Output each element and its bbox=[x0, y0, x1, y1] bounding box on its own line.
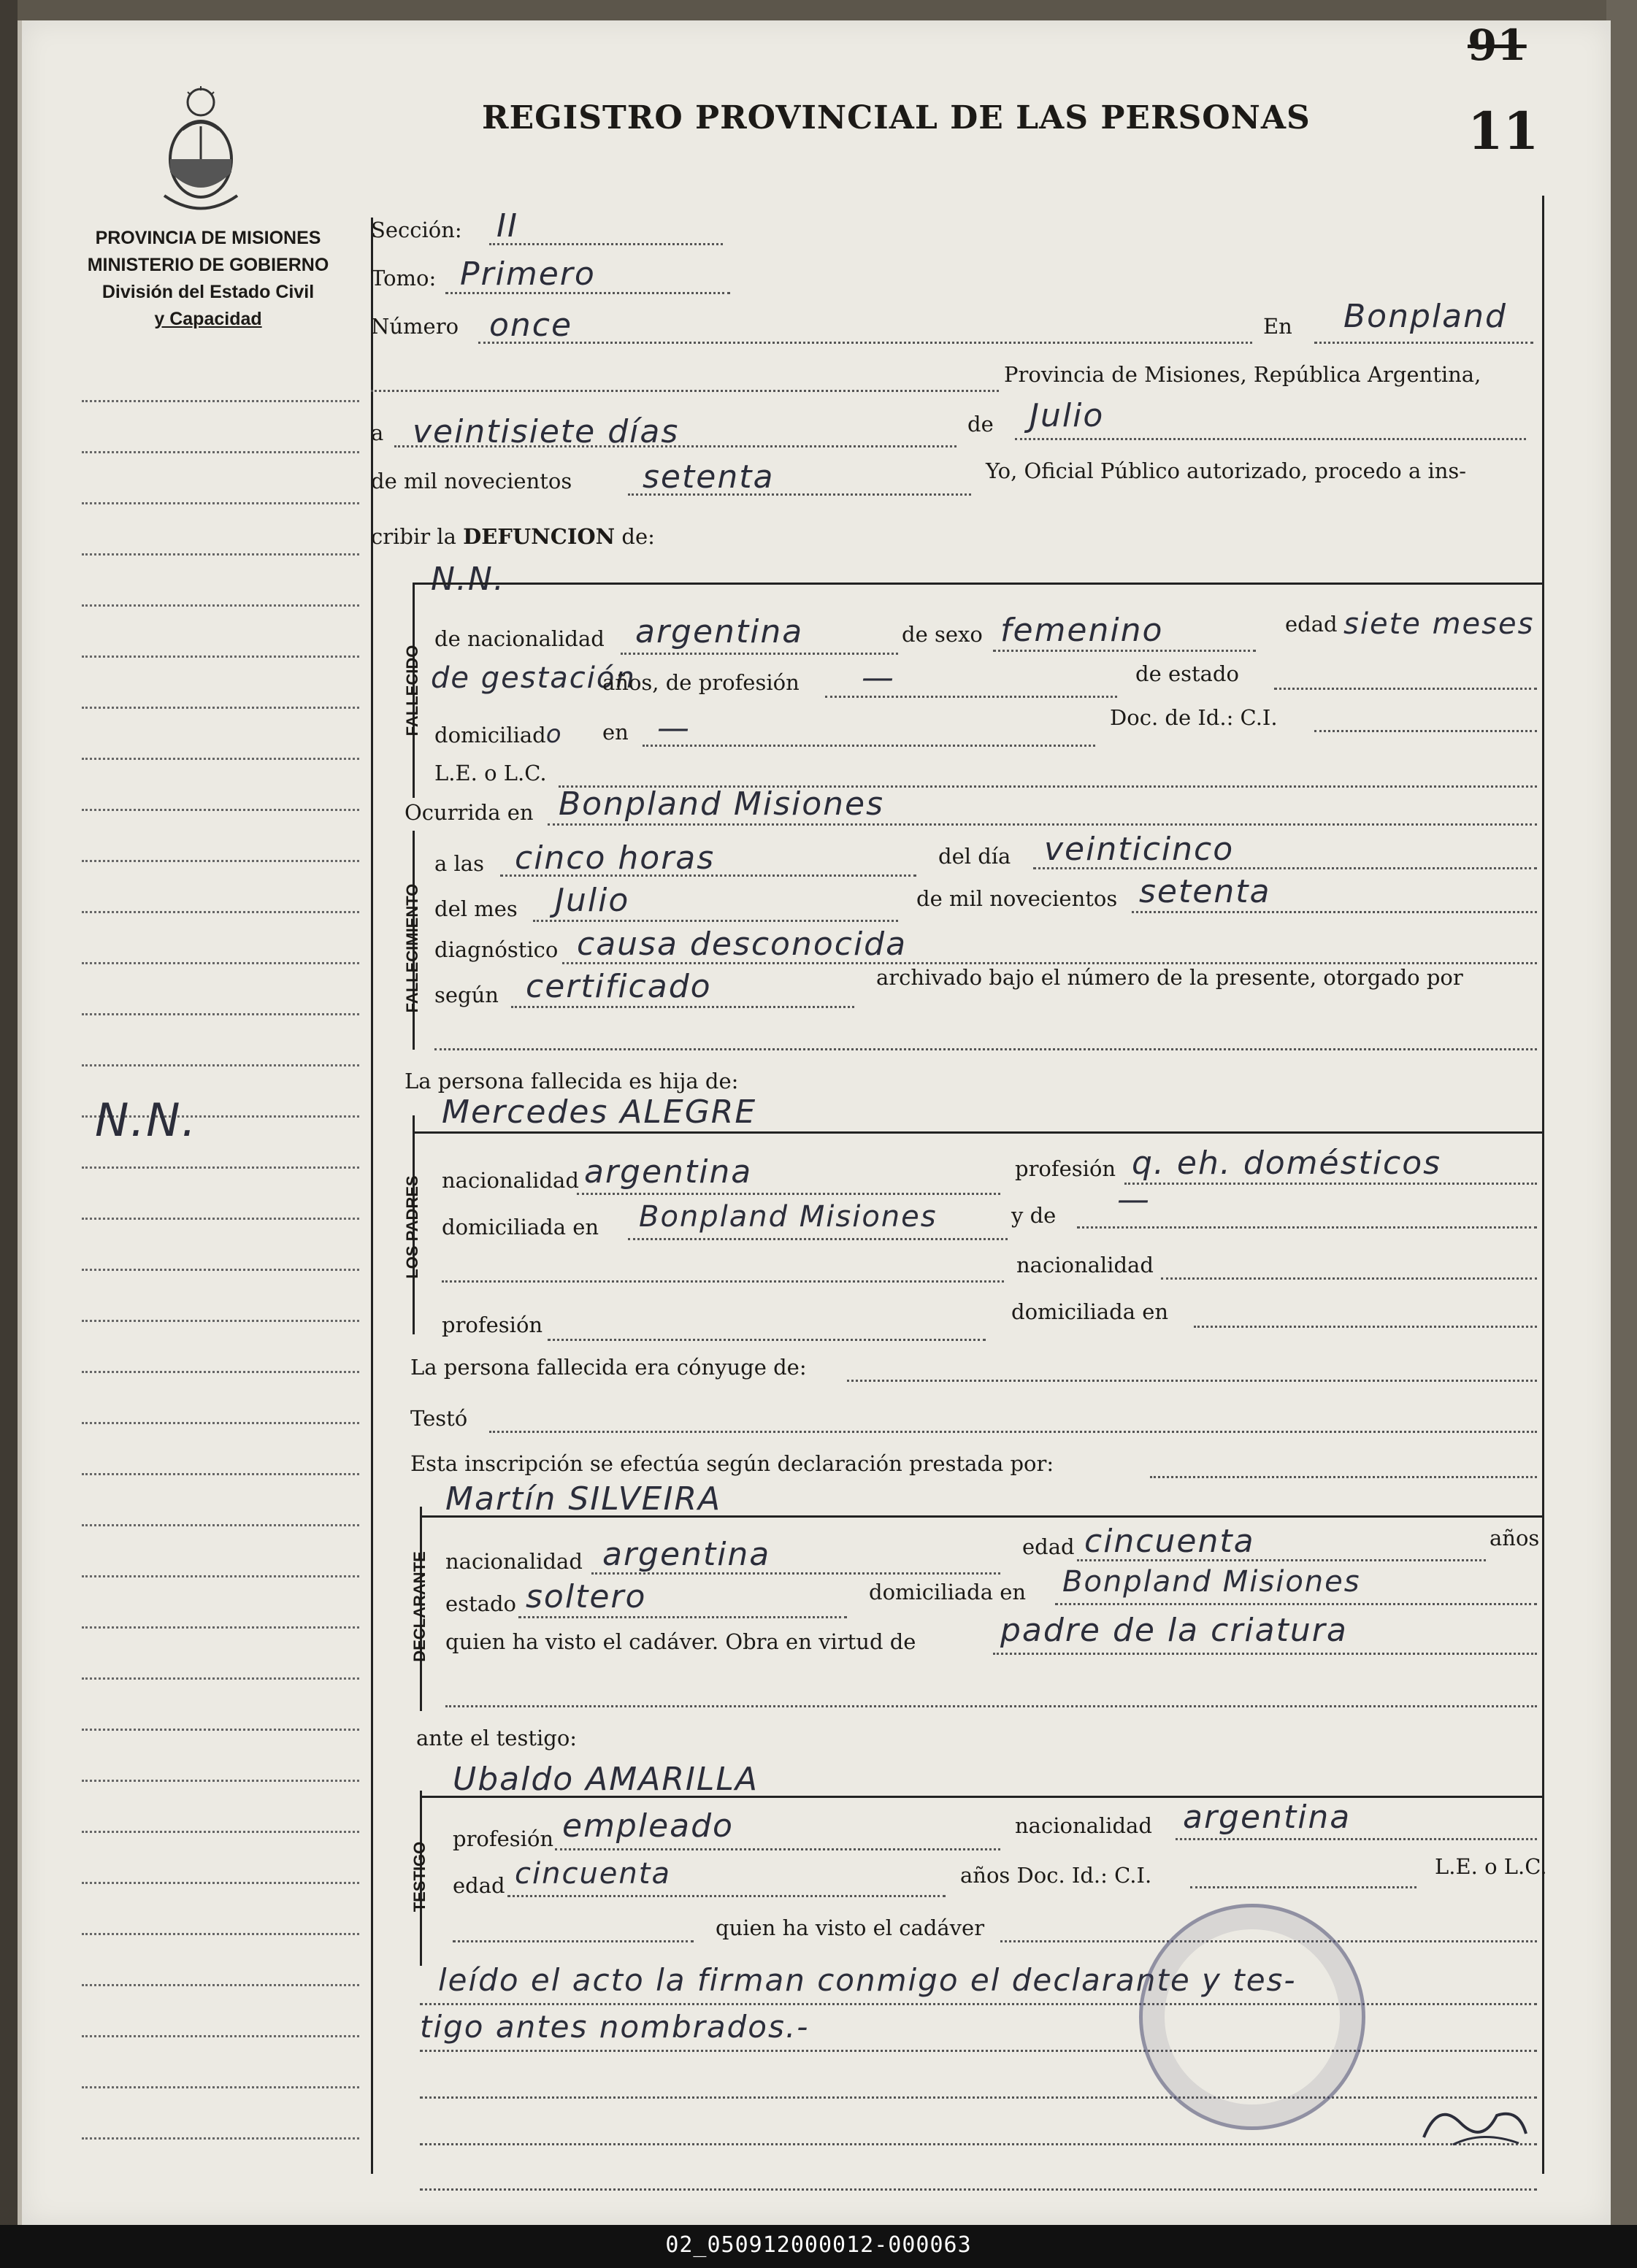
testigo-profesion-label: profesión bbox=[453, 1826, 554, 1851]
page-number-crossed: 91 bbox=[1468, 20, 1527, 70]
oficial-text: Yo, Oficial Público autorizado, procedo a ins- bbox=[986, 458, 1467, 483]
conyuge-label: La persona fallecida era cónyuge de: bbox=[410, 1355, 807, 1380]
padres-domiciliada2-label: domiciliada en bbox=[1011, 1299, 1169, 1324]
fallecido-sexo-label: de sexo bbox=[902, 622, 983, 647]
testigo-anos-doc-label: años Doc. Id.: C.I. bbox=[960, 1863, 1152, 1888]
ministry-name: MINISTERIO DE GOBIERNO bbox=[87, 255, 329, 275]
domiciliado-prefix: domiciliad bbox=[434, 723, 546, 747]
y-de-label: y de bbox=[1011, 1203, 1057, 1228]
horas-value: cinco horas bbox=[515, 839, 716, 877]
issuer-block bbox=[66, 225, 350, 333]
de-colon: de: bbox=[621, 524, 655, 549]
dia-value: veinticinco bbox=[1044, 831, 1235, 868]
testigo-nacionalidad-value: argentina bbox=[1183, 1799, 1352, 1836]
padres-domiciliada-label: domiciliada en bbox=[442, 1215, 599, 1239]
testigo-quien-text: quien ha visto el cadáver bbox=[716, 1915, 985, 1940]
testigo-side-label: TESTIGO bbox=[410, 1841, 429, 1913]
padre-name: — bbox=[1117, 1181, 1151, 1218]
padres-nacionalidad-label: nacionalidad bbox=[442, 1168, 579, 1193]
declarante-edad-label: edad bbox=[1022, 1534, 1075, 1559]
madre-name: Mercedes ALEGRE bbox=[442, 1093, 757, 1131]
declaracion-text: Esta inscripción se efectúa según declaración prestada por: bbox=[410, 1451, 1054, 1476]
declarante-quien-text: quien ha visto el cadáver. Obra en virtud de bbox=[445, 1629, 916, 1654]
domiciliado-suffix: o bbox=[545, 720, 563, 749]
padres-nacionalidad2-label: nacionalidad bbox=[1016, 1253, 1154, 1277]
tomo-label: Tomo: bbox=[371, 266, 437, 291]
declarante-nacionalidad-label: nacionalidad bbox=[445, 1549, 583, 1574]
declarante-side-label: DECLARANTE bbox=[410, 1551, 429, 1662]
defuncion-word: DEFUNCION bbox=[463, 524, 616, 549]
fallecido-edad-label: edad bbox=[1285, 612, 1338, 637]
mil-label: de mil novecientos bbox=[371, 469, 572, 493]
fallecido-en-value: — bbox=[657, 710, 691, 747]
fallecimiento-anio-label: de mil novecientos bbox=[916, 886, 1118, 911]
coat-of-arms-icon bbox=[161, 86, 241, 218]
diagnostico-value: causa desconocida bbox=[577, 926, 908, 963]
fallecido-gestacion-value: de gestación bbox=[431, 661, 636, 695]
padres-profesion-label: profesión bbox=[1015, 1156, 1116, 1181]
fallecimiento-side-label: FALLECIMIENTO bbox=[403, 883, 421, 1013]
file-id: 02_050912000012-000063 bbox=[665, 2232, 972, 2258]
fallecido-nacionalidad-label: de nacionalidad bbox=[434, 626, 605, 651]
declarante-estado-label: estado bbox=[445, 1591, 517, 1616]
padres-profesion2-label: profesión bbox=[442, 1312, 543, 1337]
dias-value: veintisiete días bbox=[413, 413, 680, 450]
scan-footer bbox=[0, 2225, 1637, 2268]
declarante-nacionalidad-value: argentina bbox=[602, 1536, 771, 1573]
de-label: de bbox=[967, 412, 994, 437]
margin-note: N.N. bbox=[95, 1093, 198, 1147]
division-name-2: y Capacidad bbox=[154, 309, 262, 329]
province-name: PROVINCIA DE MISIONES bbox=[95, 228, 321, 248]
fallecimiento-anio-value: setenta bbox=[1139, 873, 1271, 910]
segun-value: certificado bbox=[526, 968, 712, 1005]
padres-profesion-value: q. eh. domésticos bbox=[1132, 1145, 1442, 1182]
horas-label: a las bbox=[434, 851, 484, 876]
leido-line-1: leído el acto la firman conmigo el declarante y tes- bbox=[438, 1962, 1297, 1998]
padres-side-label: LOS PADRES bbox=[403, 1175, 421, 1279]
declarante-anos-label: años bbox=[1490, 1526, 1540, 1550]
fallecido-anos-profesion-label: años, de profesión bbox=[602, 670, 800, 695]
fallecido-domiciliado-label bbox=[434, 720, 563, 749]
seccion-value: II bbox=[497, 207, 518, 245]
numero-label: Número bbox=[371, 314, 459, 339]
register-title: REGISTRO PROVINCIAL DE LAS PERSONAS bbox=[482, 99, 1311, 137]
mes-value: Julio bbox=[1030, 397, 1105, 434]
ante-testigo-label: ante el testigo: bbox=[416, 1726, 578, 1750]
ocurrida-value: Bonpland Misiones bbox=[559, 785, 885, 823]
testigo-name: Ubaldo AMARILLA bbox=[453, 1761, 759, 1798]
numero-value: once bbox=[489, 307, 573, 344]
provincia-text: Provincia de Misiones, República Argentina, bbox=[1004, 362, 1481, 387]
leido-line-2: tigo antes nombrados.- bbox=[420, 2009, 810, 2045]
book-cover-edge bbox=[1606, 0, 1637, 2234]
diagnostico-label: diagnóstico bbox=[434, 937, 559, 962]
testigo-profesion-value: empleado bbox=[562, 1807, 734, 1845]
testigo-le-label: L.E. o L.C. bbox=[1435, 1854, 1547, 1879]
en-value: Bonpland bbox=[1343, 298, 1507, 335]
register-page bbox=[18, 20, 1611, 2225]
testo-label: Testó bbox=[410, 1406, 468, 1431]
fallecido-side-label: FALLECIDO bbox=[403, 645, 421, 737]
page-number: 11 bbox=[1468, 101, 1539, 161]
archivado-text: archivado bajo el número de la presente, otorgado por bbox=[876, 965, 1463, 990]
tomo-value: Primero bbox=[460, 255, 596, 293]
declarante-virtud-value: padre de la criatura bbox=[1000, 1612, 1348, 1649]
declarante-edad-value: cincuenta bbox=[1084, 1523, 1255, 1560]
official-seal-icon bbox=[1139, 1904, 1365, 2130]
seccion-label: Sección: bbox=[371, 218, 462, 242]
a-label: a bbox=[371, 420, 384, 445]
book-binding bbox=[0, 0, 18, 2268]
padres-domiciliada-value: Bonpland Misiones bbox=[639, 1200, 938, 1234]
anio-value: setenta bbox=[643, 458, 775, 496]
declarante-domiciliada-value: Bonpland Misiones bbox=[1062, 1565, 1361, 1599]
padres-intro: La persona fallecida es hija de: bbox=[405, 1069, 739, 1093]
en-label: En bbox=[1263, 314, 1292, 339]
declarante-name: Martín SILVEIRA bbox=[445, 1480, 722, 1518]
fallecido-le-label: L.E. o L.C. bbox=[434, 761, 547, 785]
division-name: División del Estado Civil bbox=[101, 282, 315, 302]
fallecido-estado-label: de estado bbox=[1135, 661, 1239, 686]
segun-label: según bbox=[434, 983, 499, 1007]
column-divider bbox=[371, 218, 373, 2174]
fallecido-edad-value: siete meses bbox=[1343, 607, 1535, 641]
mes-value: Julio bbox=[555, 882, 630, 919]
declarante-estado-value: soltero bbox=[526, 1578, 647, 1615]
fallecido-profesion-value: — bbox=[862, 659, 895, 696]
declarante-domiciliada-label: domiciliada en bbox=[869, 1580, 1027, 1604]
testigo-edad-label: edad bbox=[453, 1873, 505, 1898]
fallecido-en-label: en bbox=[602, 720, 629, 745]
mes-label: del mes bbox=[434, 896, 518, 921]
fallecido-name: N.N. bbox=[431, 561, 505, 598]
fallecido-nacionalidad-value: argentina bbox=[635, 613, 804, 650]
signature-icon bbox=[1409, 2094, 1541, 2159]
ocurrida-label: Ocurrida en bbox=[405, 800, 534, 825]
dia-label: del día bbox=[938, 844, 1011, 869]
testigo-edad-value: cincuenta bbox=[515, 1857, 671, 1891]
fallecido-doc-label: Doc. de Id.: C.I. bbox=[1110, 705, 1278, 730]
testigo-nacionalidad-label: nacionalidad bbox=[1015, 1813, 1152, 1838]
fallecido-sexo-value: femenino bbox=[1000, 612, 1164, 649]
padres-nacionalidad-value: argentina bbox=[584, 1153, 753, 1191]
inscribir-text bbox=[371, 524, 655, 549]
inscribir-prefix: cribir la bbox=[371, 524, 456, 549]
